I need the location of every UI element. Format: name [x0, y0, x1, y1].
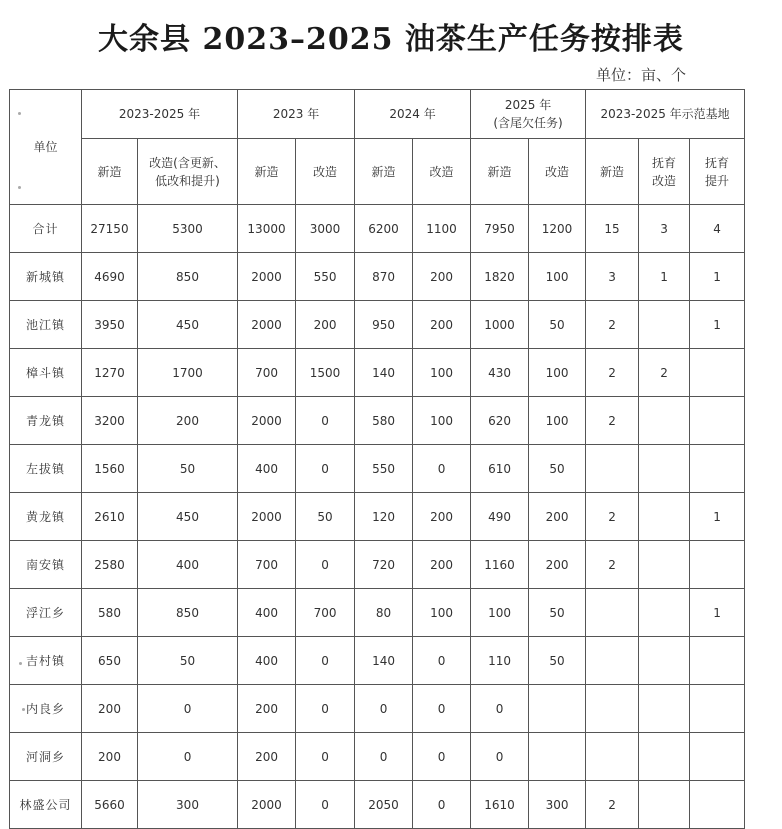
sub-header: 改造: [413, 139, 471, 205]
table-cell: [639, 397, 690, 445]
table-cell: [690, 349, 745, 397]
table-cell: [639, 685, 690, 733]
page-title: 大余县 2023–2025 油茶生产任务按排表: [98, 22, 684, 57]
table-body: [10, 205, 745, 829]
table-cell: 1560: [82, 445, 138, 493]
table-cell: 400: [138, 541, 238, 589]
table-cell: 50: [138, 637, 238, 685]
table-cell: 0: [355, 733, 413, 781]
table-cell: 0: [296, 733, 355, 781]
row-unit-name: 吉村镇: [10, 637, 82, 685]
table-cell: 1700: [138, 349, 238, 397]
table-cell: 430: [471, 349, 529, 397]
table-cell: [586, 685, 639, 733]
table-cell: 0: [471, 733, 529, 781]
row-unit-name: 浮江乡: [10, 589, 82, 637]
table-cell: 200: [413, 253, 471, 301]
row-unit-name: 林盛公司: [10, 781, 82, 829]
table-cell: [639, 493, 690, 541]
table-cell: 0: [413, 685, 471, 733]
row-unit-name: 河洞乡: [10, 733, 82, 781]
table-cell: 200: [529, 493, 586, 541]
table-row: [10, 205, 745, 253]
table-cell: 200: [529, 541, 586, 589]
row-unit-name: 南安镇: [10, 541, 82, 589]
table-cell: 0: [413, 445, 471, 493]
sub-header: 改造: [296, 139, 355, 205]
table-row: [10, 589, 745, 637]
table-cell: 80: [355, 589, 413, 637]
header-row-groups: [10, 90, 745, 139]
table-cell: [586, 589, 639, 637]
table-cell: 4: [690, 205, 745, 253]
table-cell: 50: [529, 637, 586, 685]
table-cell: [639, 781, 690, 829]
table-cell: 2000: [238, 253, 296, 301]
table-cell: 50: [529, 445, 586, 493]
table-cell: 1: [690, 493, 745, 541]
table-cell: 0: [296, 685, 355, 733]
table-cell: 0: [413, 781, 471, 829]
table-cell: 120: [355, 493, 413, 541]
table-cell: 850: [138, 589, 238, 637]
table-cell: 100: [529, 253, 586, 301]
sub-header: 新造: [238, 139, 296, 205]
pencil-mark: [19, 662, 22, 665]
table-cell: [690, 397, 745, 445]
table-row: [10, 493, 745, 541]
table-cell: 2: [586, 493, 639, 541]
table-cell: 700: [296, 589, 355, 637]
table-cell: 0: [296, 781, 355, 829]
table-cell: 580: [82, 589, 138, 637]
table-cell: [690, 637, 745, 685]
table-row: [10, 685, 745, 733]
table-cell: 50: [296, 493, 355, 541]
table-cell: [586, 445, 639, 493]
sub-header: 抚育 改造: [639, 139, 690, 205]
table-cell: 200: [82, 733, 138, 781]
table-cell: 0: [413, 733, 471, 781]
table-cell: 870: [355, 253, 413, 301]
table-cell: 3: [586, 253, 639, 301]
row-unit-name: 樟斗镇: [10, 349, 82, 397]
row-unit-name: 新城镇: [10, 253, 82, 301]
table-cell: 1270: [82, 349, 138, 397]
table-row: [10, 781, 745, 829]
table-cell: 4690: [82, 253, 138, 301]
table-cell: [690, 781, 745, 829]
table-cell: 850: [138, 253, 238, 301]
row-unit-name: 左拔镇: [10, 445, 82, 493]
table-cell: [586, 733, 639, 781]
table-cell: [529, 733, 586, 781]
table-cell: [529, 685, 586, 733]
table-cell: 2000: [238, 397, 296, 445]
table-cell: 1000: [471, 301, 529, 349]
table-cell: 5300: [138, 205, 238, 253]
table-cell: 50: [529, 589, 586, 637]
table-cell: 200: [82, 685, 138, 733]
table-cell: [639, 637, 690, 685]
sub-header: 新造: [586, 139, 639, 205]
row-unit-name: 内良乡: [10, 685, 82, 733]
pencil-mark: [22, 708, 25, 711]
table-cell: 13000: [238, 205, 296, 253]
table-cell: 1820: [471, 253, 529, 301]
table-cell: 6200: [355, 205, 413, 253]
table-cell: 2000: [238, 781, 296, 829]
table-row: [10, 637, 745, 685]
table-cell: 0: [296, 397, 355, 445]
table-cell: 950: [355, 301, 413, 349]
table-cell: 700: [238, 541, 296, 589]
row-unit-name: 黄龙镇: [10, 493, 82, 541]
table-cell: 200: [238, 733, 296, 781]
table-cell: 100: [529, 397, 586, 445]
table-cell: 0: [355, 685, 413, 733]
row-unit-name: 池江镇: [10, 301, 82, 349]
table-cell: [639, 301, 690, 349]
table-cell: 3000: [296, 205, 355, 253]
task-table: [9, 89, 745, 829]
sub-header: 改造(含更新、 低改和提升): [138, 139, 238, 205]
sub-header: 改造: [529, 139, 586, 205]
table-cell: 1100: [413, 205, 471, 253]
table-cell: 490: [471, 493, 529, 541]
table-cell: 650: [82, 637, 138, 685]
table-cell: 0: [138, 685, 238, 733]
table-cell: 2: [586, 397, 639, 445]
unit-column-header: 单位: [10, 90, 82, 205]
table-cell: 1: [690, 253, 745, 301]
table-cell: [639, 541, 690, 589]
table-cell: 0: [296, 637, 355, 685]
table-cell: 400: [238, 445, 296, 493]
table-cell: [639, 445, 690, 493]
pencil-mark: [18, 186, 21, 189]
table-cell: [690, 445, 745, 493]
table-cell: 1: [639, 253, 690, 301]
table-cell: [690, 685, 745, 733]
table-cell: 2: [586, 541, 639, 589]
table-cell: 27150: [82, 205, 138, 253]
table-cell: 100: [413, 349, 471, 397]
table-cell: 200: [296, 301, 355, 349]
table-cell: 200: [238, 685, 296, 733]
table-cell: 300: [529, 781, 586, 829]
table-row: [10, 349, 745, 397]
table-cell: 700: [238, 349, 296, 397]
table-cell: 2: [639, 349, 690, 397]
table-row: [10, 253, 745, 301]
table-cell: [690, 541, 745, 589]
table-cell: [639, 733, 690, 781]
table-row: [10, 445, 745, 493]
table-cell: 550: [296, 253, 355, 301]
table-cell: 140: [355, 637, 413, 685]
table-cell: 450: [138, 301, 238, 349]
table-cell: 550: [355, 445, 413, 493]
table-cell: 2580: [82, 541, 138, 589]
table-cell: 1500: [296, 349, 355, 397]
table-cell: 610: [471, 445, 529, 493]
table-cell: 0: [296, 445, 355, 493]
table-cell: 3200: [82, 397, 138, 445]
pencil-mark: [18, 112, 21, 115]
table-cell: 5660: [82, 781, 138, 829]
sub-header: 新造: [82, 139, 138, 205]
table-cell: 140: [355, 349, 413, 397]
table-cell: 100: [529, 349, 586, 397]
table-cell: 2610: [82, 493, 138, 541]
table-cell: 620: [471, 397, 529, 445]
table-cell: 2: [586, 349, 639, 397]
sub-header: 新造: [355, 139, 413, 205]
table-cell: 2: [586, 301, 639, 349]
table-cell: 400: [238, 637, 296, 685]
table-cell: 2000: [238, 493, 296, 541]
table-cell: 7950: [471, 205, 529, 253]
table-cell: 0: [296, 541, 355, 589]
group-header-2024: 2024 年: [355, 90, 471, 139]
table-row: [10, 541, 745, 589]
group-header-2025: 2025 年 (含尾欠任务): [471, 90, 586, 139]
table-cell: 110: [471, 637, 529, 685]
table-row: [10, 733, 745, 781]
table-cell: 1200: [529, 205, 586, 253]
table-cell: 2: [586, 781, 639, 829]
table-cell: 0: [413, 637, 471, 685]
sub-header: 新造: [471, 139, 529, 205]
table-cell: 100: [413, 397, 471, 445]
table-cell: 300: [138, 781, 238, 829]
header-row-sub: [10, 139, 745, 205]
sub-header: 抚育 提升: [690, 139, 745, 205]
table-cell: 1: [690, 301, 745, 349]
group-header-demo-base: 2023-2025 年示范基地: [586, 90, 745, 139]
table-cell: 0: [138, 733, 238, 781]
table-cell: 50: [138, 445, 238, 493]
table-cell: 720: [355, 541, 413, 589]
table-cell: 3: [639, 205, 690, 253]
table-cell: [690, 733, 745, 781]
table-cell: 3950: [82, 301, 138, 349]
table-cell: 200: [413, 493, 471, 541]
table-cell: 15: [586, 205, 639, 253]
table-row: [10, 397, 745, 445]
table-cell: 200: [413, 301, 471, 349]
table-row: [10, 301, 745, 349]
group-header-total: 2023-2025 年: [82, 90, 238, 139]
table-cell: 1: [690, 589, 745, 637]
table-cell: 50: [529, 301, 586, 349]
row-unit-name: 青龙镇: [10, 397, 82, 445]
table-cell: 450: [138, 493, 238, 541]
table-cell: 200: [413, 541, 471, 589]
table-cell: 400: [238, 589, 296, 637]
table-cell: 200: [138, 397, 238, 445]
table-cell: 0: [471, 685, 529, 733]
table-cell: 2000: [238, 301, 296, 349]
table-cell: 100: [413, 589, 471, 637]
table-cell: 1610: [471, 781, 529, 829]
table-cell: 2050: [355, 781, 413, 829]
table-cell: [586, 637, 639, 685]
table-cell: 1160: [471, 541, 529, 589]
table-cell: 580: [355, 397, 413, 445]
table-cell: [639, 589, 690, 637]
unit-label: 单位：亩、个: [595, 66, 686, 84]
table-cell: 100: [471, 589, 529, 637]
row-unit-name: 合计: [10, 205, 82, 253]
group-header-2023: 2023 年: [238, 90, 355, 139]
